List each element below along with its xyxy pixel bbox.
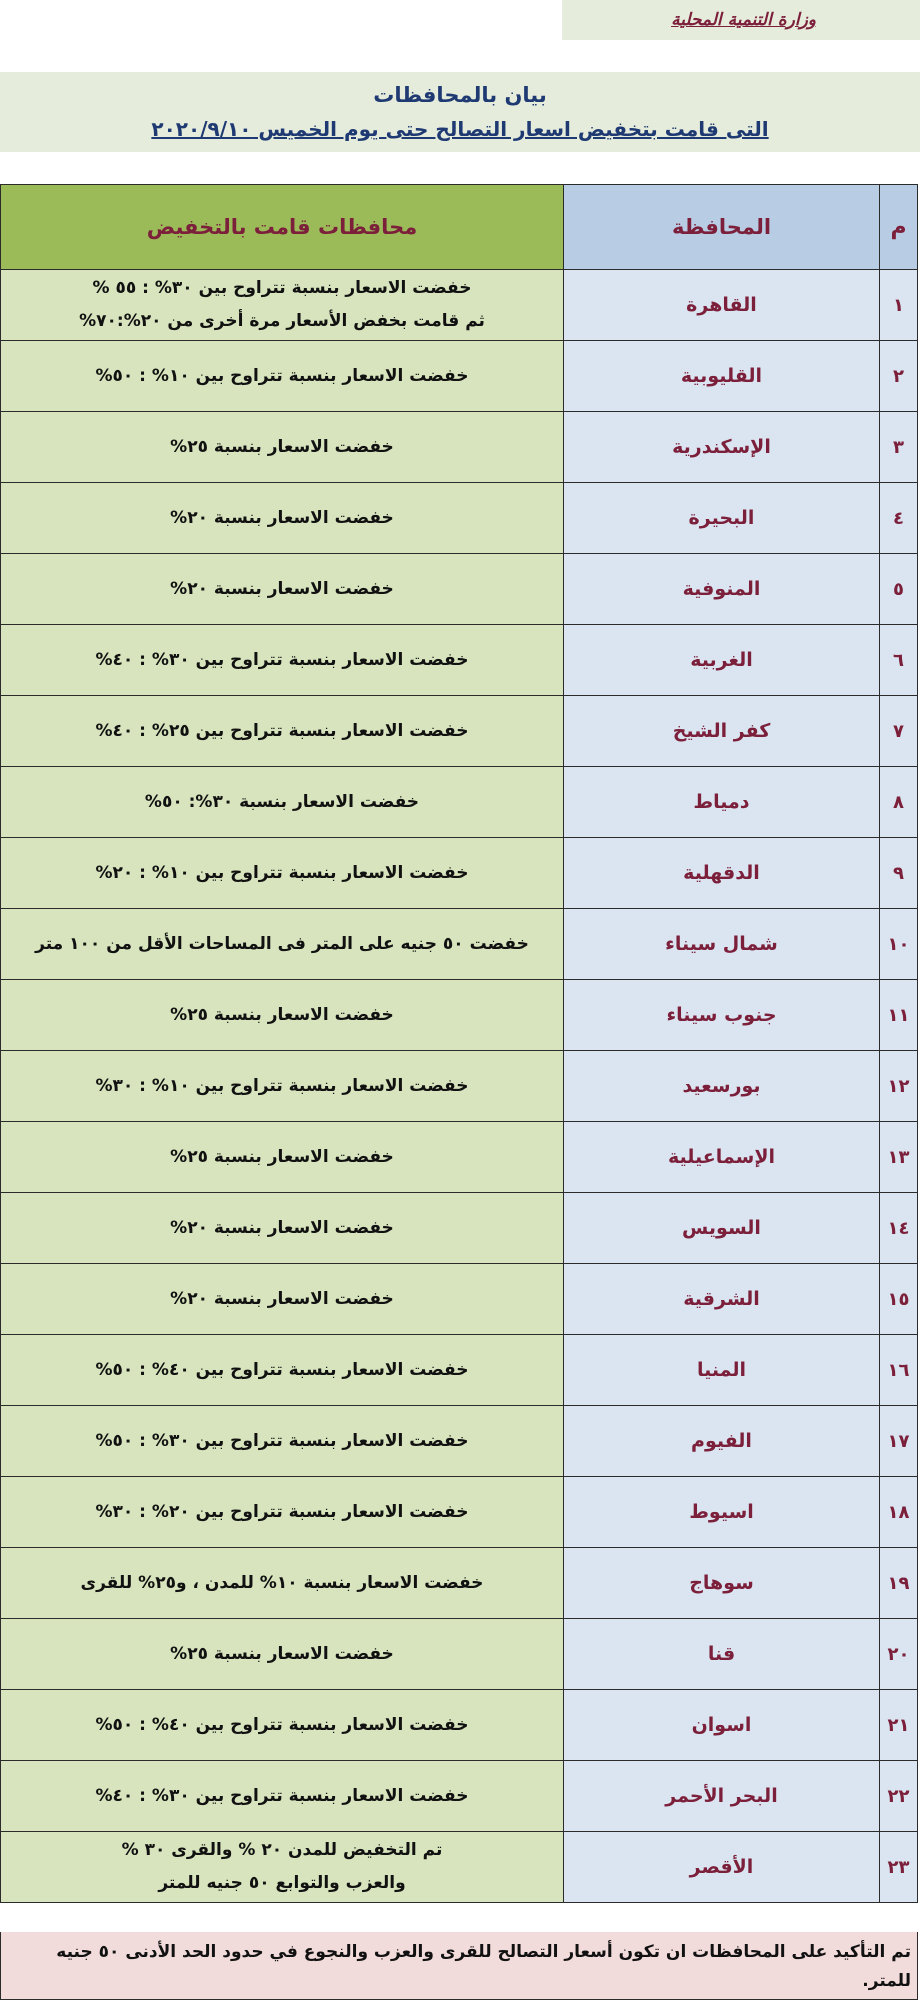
row-number: ١٧ bbox=[880, 1406, 918, 1477]
row-number: ١٥ bbox=[880, 1264, 918, 1335]
row-number: ٢١ bbox=[880, 1690, 918, 1761]
row-number: ٩ bbox=[880, 838, 918, 909]
column-header-action: محافظات قامت بالتخفيض bbox=[1, 185, 564, 270]
reduction-action bbox=[1, 1264, 564, 1335]
reduction-action bbox=[1, 1761, 564, 1832]
row-number: ١١ bbox=[880, 980, 918, 1051]
action-line: خفضت الاسعار بنسبة ١٠% للمدن ، و٢٥% للقرى bbox=[80, 1572, 484, 1593]
action-line: تم التخفيض للمدن ٢٠ % والقرى ٣٠ % bbox=[121, 1840, 443, 1860]
reduction-action bbox=[1, 554, 564, 625]
reduction-action bbox=[1, 1477, 564, 1548]
table-row bbox=[1, 1832, 918, 1903]
table-row bbox=[1, 1193, 918, 1264]
governorate-name: القليوبية bbox=[564, 341, 880, 412]
row-number: ١٦ bbox=[880, 1335, 918, 1406]
reduction-action bbox=[1, 625, 564, 696]
governorate-name: الغربية bbox=[564, 625, 880, 696]
row-number: ١٨ bbox=[880, 1477, 918, 1548]
footer-note: تم التأكيد على المحافظات ان تكون أسعار التصالح للقرى والعزب والنجوع في حدود الحد الأدنى ٥٠ جنيه للمتر. bbox=[0, 1932, 918, 2000]
row-number: ٢٣ bbox=[880, 1832, 918, 1903]
reduction-action bbox=[1, 1051, 564, 1122]
governorate-name: الإسكندرية bbox=[564, 412, 880, 483]
row-number: ٢ bbox=[880, 341, 918, 412]
reduction-action bbox=[1, 1335, 564, 1406]
row-number: ١٤ bbox=[880, 1193, 918, 1264]
table-row bbox=[1, 1335, 918, 1406]
action-line: خفضت الاسعار بنسبة تتراوح بين ١٠% : ٢٠% bbox=[95, 862, 469, 883]
reduction-action bbox=[1, 483, 564, 554]
action-line: والعزب والتوابع ٥٠ جنيه للمتر bbox=[158, 1873, 406, 1893]
reduction-action bbox=[1, 696, 564, 767]
table-row bbox=[1, 1690, 918, 1761]
table-row bbox=[1, 270, 918, 341]
reduction-action bbox=[1, 270, 564, 341]
action-line: خفضت الاسعار بنسبة ٢٥% bbox=[170, 1643, 394, 1664]
governorate-name: البحيرة bbox=[564, 483, 880, 554]
governorate-name: الأقصر bbox=[564, 1832, 880, 1903]
table-row bbox=[1, 625, 918, 696]
governorate-name: اسيوط bbox=[564, 1477, 880, 1548]
table-row bbox=[1, 554, 918, 625]
action-line: خفضت الاسعار بنسبة ٢٠% bbox=[170, 1217, 394, 1238]
row-number: ٢٢ bbox=[880, 1761, 918, 1832]
table-row bbox=[1, 1051, 918, 1122]
action-line: خفضت الاسعار بنسبة تتراوح بين ١٠% : ٥٠% bbox=[95, 365, 469, 386]
row-number: ١٩ bbox=[880, 1548, 918, 1619]
governorate-name: البحر الأحمر bbox=[564, 1761, 880, 1832]
reduction-action bbox=[1, 1406, 564, 1477]
governorate-name: الإسماعيلية bbox=[564, 1122, 880, 1193]
governorate-name: اسوان bbox=[564, 1690, 880, 1761]
page-subtitle: التى قامت بتخفيض اسعار التصالح حتى يوم الخميس ٢٠٢٠/٩/١٠ bbox=[151, 117, 769, 141]
governorate-name: شمال سيناء bbox=[564, 909, 880, 980]
reduction-action bbox=[1, 1832, 564, 1903]
action-line: خفضت الاسعار بنسبة ٢٥% bbox=[170, 1004, 394, 1025]
action-line: خفضت الاسعار بنسبة تتراوح بين ٣٠% : ٥٥ % bbox=[92, 278, 472, 298]
row-number: ٨ bbox=[880, 767, 918, 838]
reduction-action bbox=[1, 341, 564, 412]
table-row bbox=[1, 838, 918, 909]
reduction-action bbox=[1, 1193, 564, 1264]
action-line: خفضت الاسعار بنسبة ٢٥% bbox=[170, 436, 394, 457]
row-number: ٥ bbox=[880, 554, 918, 625]
reduction-action bbox=[1, 1619, 564, 1690]
action-line: خفضت الاسعار بنسبة تتراوح بين ٣٠% : ٤٠% bbox=[95, 649, 469, 670]
action-line: خفضت الاسعار بنسبة تتراوح بين ٤٠% : ٥٠% bbox=[95, 1359, 469, 1380]
table-row bbox=[1, 1406, 918, 1477]
governorate-name: بورسعيد bbox=[564, 1051, 880, 1122]
row-number: ١ bbox=[880, 270, 918, 341]
action-line: خفضت الاسعار بنسبة ٢٠% bbox=[170, 1288, 394, 1309]
action-line: خفضت الاسعار بنسبة تتراوح بين ١٠% : ٣٠% bbox=[95, 1075, 469, 1096]
row-number: ٣ bbox=[880, 412, 918, 483]
reduction-action bbox=[1, 1122, 564, 1193]
action-line: خفضت الاسعار بنسبة تتراوح بين ٣٠% : ٤٠% bbox=[95, 1785, 469, 1806]
governorate-name: الفيوم bbox=[564, 1406, 880, 1477]
column-header-governorate: المحافظة bbox=[564, 185, 880, 270]
table-row bbox=[1, 412, 918, 483]
table-body bbox=[1, 270, 918, 1903]
governorate-name: سوهاج bbox=[564, 1548, 880, 1619]
table-row bbox=[1, 696, 918, 767]
action-line: خفضت الاسعار بنسبة ٢٥% bbox=[170, 1146, 394, 1167]
table-row bbox=[1, 1761, 918, 1832]
table-row bbox=[1, 483, 918, 554]
row-number: ٧ bbox=[880, 696, 918, 767]
page-title: بيان بالمحافظات bbox=[373, 83, 547, 107]
column-header-num: م bbox=[880, 185, 918, 270]
row-number: ٢٠ bbox=[880, 1619, 918, 1690]
action-line: خفضت الاسعار بنسبة تتراوح بين ٢٥% : ٤٠% bbox=[95, 720, 469, 741]
governorate-name: القاهرة bbox=[564, 270, 880, 341]
row-number: ١٢ bbox=[880, 1051, 918, 1122]
reduction-action bbox=[1, 1690, 564, 1761]
table-row bbox=[1, 1264, 918, 1335]
table-row bbox=[1, 980, 918, 1051]
ministry-label: وزارة التنمية المحلية bbox=[562, 0, 920, 40]
table-header-row bbox=[1, 185, 918, 270]
governorate-name: قنا bbox=[564, 1619, 880, 1690]
governorates-table bbox=[0, 184, 918, 1903]
action-line: خفضت ٥٠ جنيه على المتر فى المساحات الأقل من ١٠٠ متر bbox=[35, 933, 529, 954]
table-row bbox=[1, 1619, 918, 1690]
governorate-name: جنوب سيناء bbox=[564, 980, 880, 1051]
reduction-action bbox=[1, 838, 564, 909]
row-number: ١٠ bbox=[880, 909, 918, 980]
action-line: خفضت الاسعار بنسبة ٢٠% bbox=[170, 578, 394, 599]
action-line: خفضت الاسعار بنسبة ٣٠%: ٥٠% bbox=[144, 791, 420, 812]
reduction-action bbox=[1, 767, 564, 838]
governorate-name: دمياط bbox=[564, 767, 880, 838]
governorate-name: كفر الشيخ bbox=[564, 696, 880, 767]
row-number: ١٣ bbox=[880, 1122, 918, 1193]
reduction-action bbox=[1, 980, 564, 1051]
governorate-name: السويس bbox=[564, 1193, 880, 1264]
row-number: ٦ bbox=[880, 625, 918, 696]
reduction-action bbox=[1, 1548, 564, 1619]
action-line: خفضت الاسعار بنسبة ٢٠% bbox=[170, 507, 394, 528]
reduction-action bbox=[1, 909, 564, 980]
row-number: ٤ bbox=[880, 483, 918, 554]
reduction-action bbox=[1, 412, 564, 483]
table-row bbox=[1, 341, 918, 412]
action-line: خفضت الاسعار بنسبة تتراوح بين ٢٠% : ٣٠% bbox=[95, 1501, 469, 1522]
table-row bbox=[1, 1548, 918, 1619]
action-line: ثم قامت بخفض الأسعار مرة أخرى من ٢٠%:٧٠% bbox=[79, 311, 485, 331]
title-box bbox=[0, 72, 920, 152]
action-line: خفضت الاسعار بنسبة تتراوح بين ٤٠% : ٥٠% bbox=[95, 1714, 469, 1735]
table-row bbox=[1, 1122, 918, 1193]
governorate-name: المنوفية bbox=[564, 554, 880, 625]
table-row bbox=[1, 1477, 918, 1548]
action-line: خفضت الاسعار بنسبة تتراوح بين ٣٠% : ٥٠% bbox=[95, 1430, 469, 1451]
governorate-name: الدقهلية bbox=[564, 838, 880, 909]
table-row bbox=[1, 909, 918, 980]
governorate-name: الشرقية bbox=[564, 1264, 880, 1335]
governorate-name: المنيا bbox=[564, 1335, 880, 1406]
table-row bbox=[1, 767, 918, 838]
